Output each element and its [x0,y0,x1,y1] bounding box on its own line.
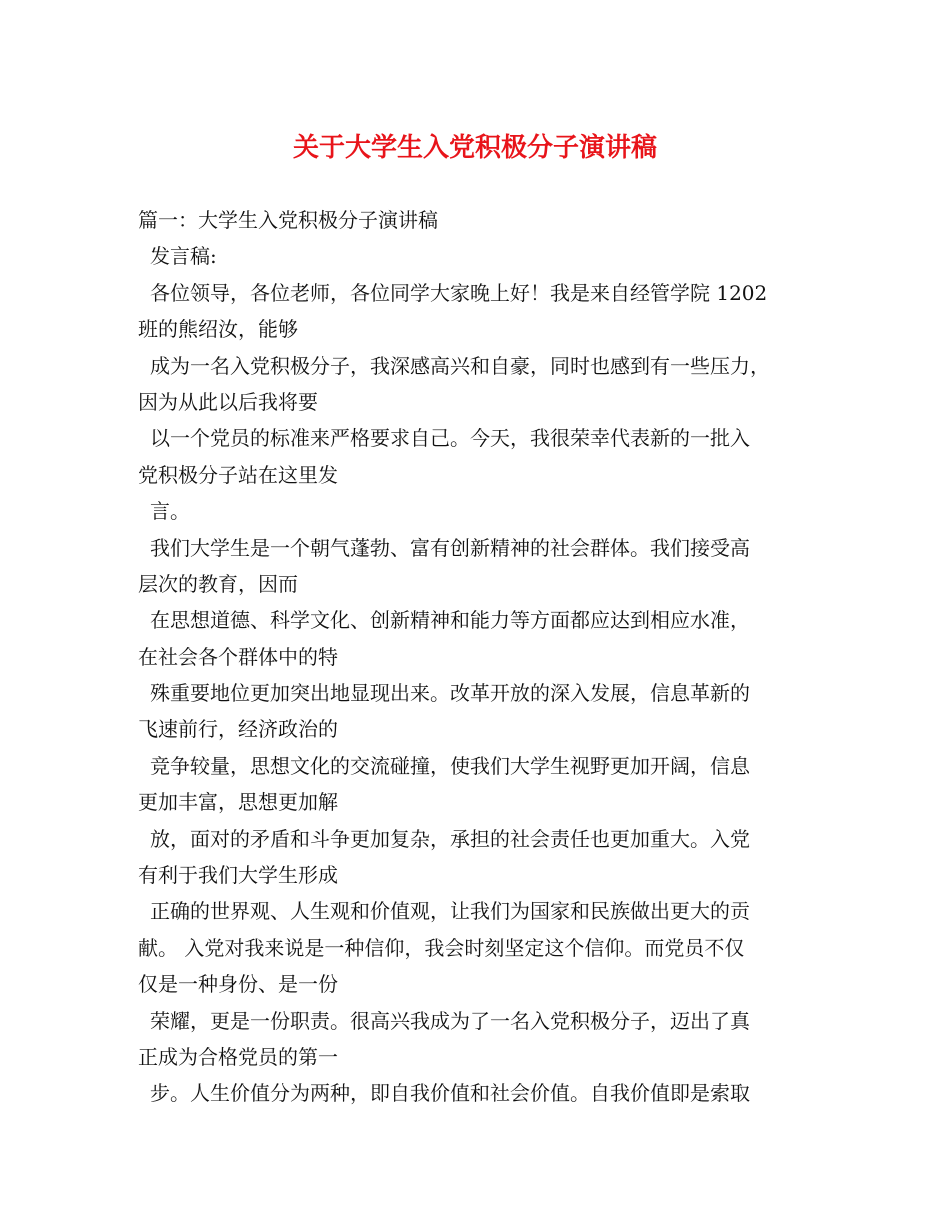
text-line: 殊重要地位更加突出地显现出来。改革开放的深入发展，信息革新的 [150,681,750,706]
text-line: 正成为合格党员的第一 [138,1044,338,1069]
text-line: 各位领导，各位老师，各位同学大家晚上好！我是来自经管学院 1202 [150,280,768,305]
text-line: 在社会各个群体中的特 [138,644,338,669]
text-line: 仅是一种身份、是一份 [138,972,338,997]
text-line: 放，面对的矛盾和斗争更加复杂，承担的社会责任也更加重大。入党 [150,826,750,851]
text-line: 有利于我们大学生形成 [138,863,338,888]
text-line: 在思想道德、科学文化、创新精神和能力等方面都应达到相应水准， [150,608,750,633]
document-body [138,202,828,1112]
text-line: 我们大学生是一个朝气蓬勃、富有创新精神的社会群体。我们接受高 [150,535,750,560]
text-line: 成为一名入党积极分子，我深感高兴和自豪，同时也感到有一些压力， [150,353,770,378]
text-line: 因为从此以后我将要 [138,389,318,414]
text-line: 步。人生价值分为两种，即自我价值和社会价值。自我价值即是索取 [150,1081,750,1106]
text-line: 正确的世界观、人生观和价值观，让我们为国家和民族做出更大的贡 [150,899,750,924]
text-line: 竞争较量，思想文化的交流碰撞，使我们大学生视野更加开阔，信息 [150,753,750,778]
document-title: 关于大学生入党积极分子演讲稿 [292,133,657,163]
text-line: 以一个党员的标准来严格要求自己。今天，我很荣幸代表新的一批入 [150,426,750,451]
text-line: 荣耀，更是一份职责。很高兴我成为了一名入党积极分子，迈出了真 [150,1008,750,1033]
text-line: 党积极分子站在这里发 [138,462,338,487]
text-line: 飞速前行，经济政治的 [138,717,338,742]
text-line: 更加丰富，思想更加解 [138,790,338,815]
text-line: 班的熊绍汝，能够 [138,317,298,342]
text-line: 层次的教育，因而 [138,571,298,596]
text-line: 言。 [150,499,190,524]
text-line: 发言稿: [150,244,217,269]
text-line: 篇一：大学生入党积极分子演讲稿 [138,208,438,232]
text-line: 献。 入党对我来说是一种信仰，我会时刻坚定这个信仰。而党员不仅 [138,935,745,960]
